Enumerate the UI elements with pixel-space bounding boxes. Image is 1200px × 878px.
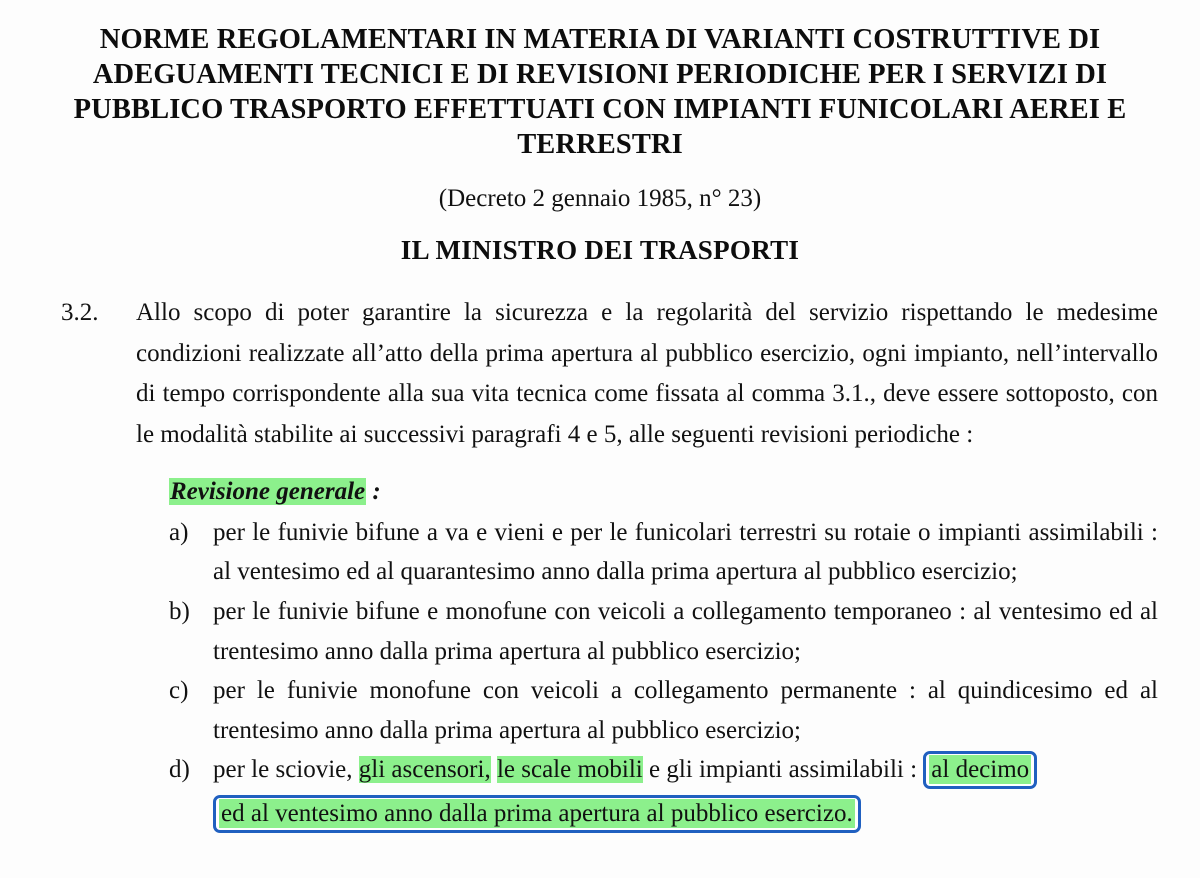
list-item <box>169 671 1158 750</box>
list-item <box>169 592 1158 671</box>
document-title: NORME REGOLAMENTARI IN MATERIA DI VARIANTI COSTRUTTIVE DI ADEGUAMENTI TECNICI E DI REVISIONI PERIODICHE PER I SERVIZI DI PUBBLICO TRASPORTO EFFETTUATI CON IMPIANTI FUNICOLARI AEREI E TERRESTRI <box>73 24 1127 161</box>
list-d-middle-text: e gli impianti assimilabili : <box>642 756 924 784</box>
list-marker-d: d) <box>169 756 190 784</box>
highlight-gli-ascensori: gli ascensori, <box>358 756 491 784</box>
highlight-al-decimo: al decimo <box>931 756 1030 784</box>
list-text-a: per le funivie bifune a va e vieni e per le funicolari terrestri su rotaie o impianti assimilabili : al ventesimo ed al quarantesimo anno dalla prima apertura al pubblico esercizio; <box>213 518 1158 586</box>
article-body-text: Allo scopo di poter garantire la sicurezza e la regolarità del servizio rispettando le medesime condizioni realizzate all’atto della prima apertura al pubblico esercizio, ogni impianto, nell’intervallo di tempo corrispondente alla sua vita tecnica come fissata al comma 3.1., deve essere sottoposto, con le modalità stabilite ai successivi paragrafi 4 e 5, alle seguenti revisioni periodiche : <box>136 299 1158 448</box>
document-subtitle: (Decreto 2 gennaio 1985, n° 23) <box>438 185 762 213</box>
document-authority: IL MINISTRO DEI TRASPORTI <box>400 235 800 266</box>
annotation-box-ed-al-ventesimo <box>213 795 861 833</box>
section-heading-row <box>28 476 1172 509</box>
list-marker-a: a) <box>169 518 189 546</box>
list-text-b: per le funivie bifune e monofune con veicoli a collegamento temporaneo : al ventesimo ed al trentesimo anno dalla prima apertura al pubblico esercizio; <box>213 597 1158 665</box>
list-text-d <box>213 750 1158 833</box>
list-marker-b: b) <box>169 597 190 625</box>
list-item <box>169 750 1158 833</box>
list-item <box>169 513 1158 592</box>
list-d-lead-text: per le sciovie, <box>213 756 359 784</box>
article-number: 3.2. <box>61 299 99 327</box>
section-heading-colon: : <box>366 478 381 506</box>
section-heading-revisione-generale: Revisione generale <box>170 478 366 506</box>
highlight-ed-al-ventesimo-anno: ed al ventesimo anno dalla prima apertura al pubblico esercizo. <box>221 800 853 828</box>
article-3-2 <box>28 293 1172 455</box>
list-text-c: per le funivie monofune con veicoli a collegamento permanente : al quindicesimo ed al trentesimo anno dalla prima apertura al pubblico esercizio; <box>213 677 1158 744</box>
highlight-le-scale-mobili: le scale mobili <box>496 756 643 784</box>
revision-list <box>28 513 1172 834</box>
list-marker-c: c) <box>169 677 189 705</box>
annotation-box-al-decimo <box>923 751 1037 789</box>
list-d-line-two <box>213 794 1158 834</box>
